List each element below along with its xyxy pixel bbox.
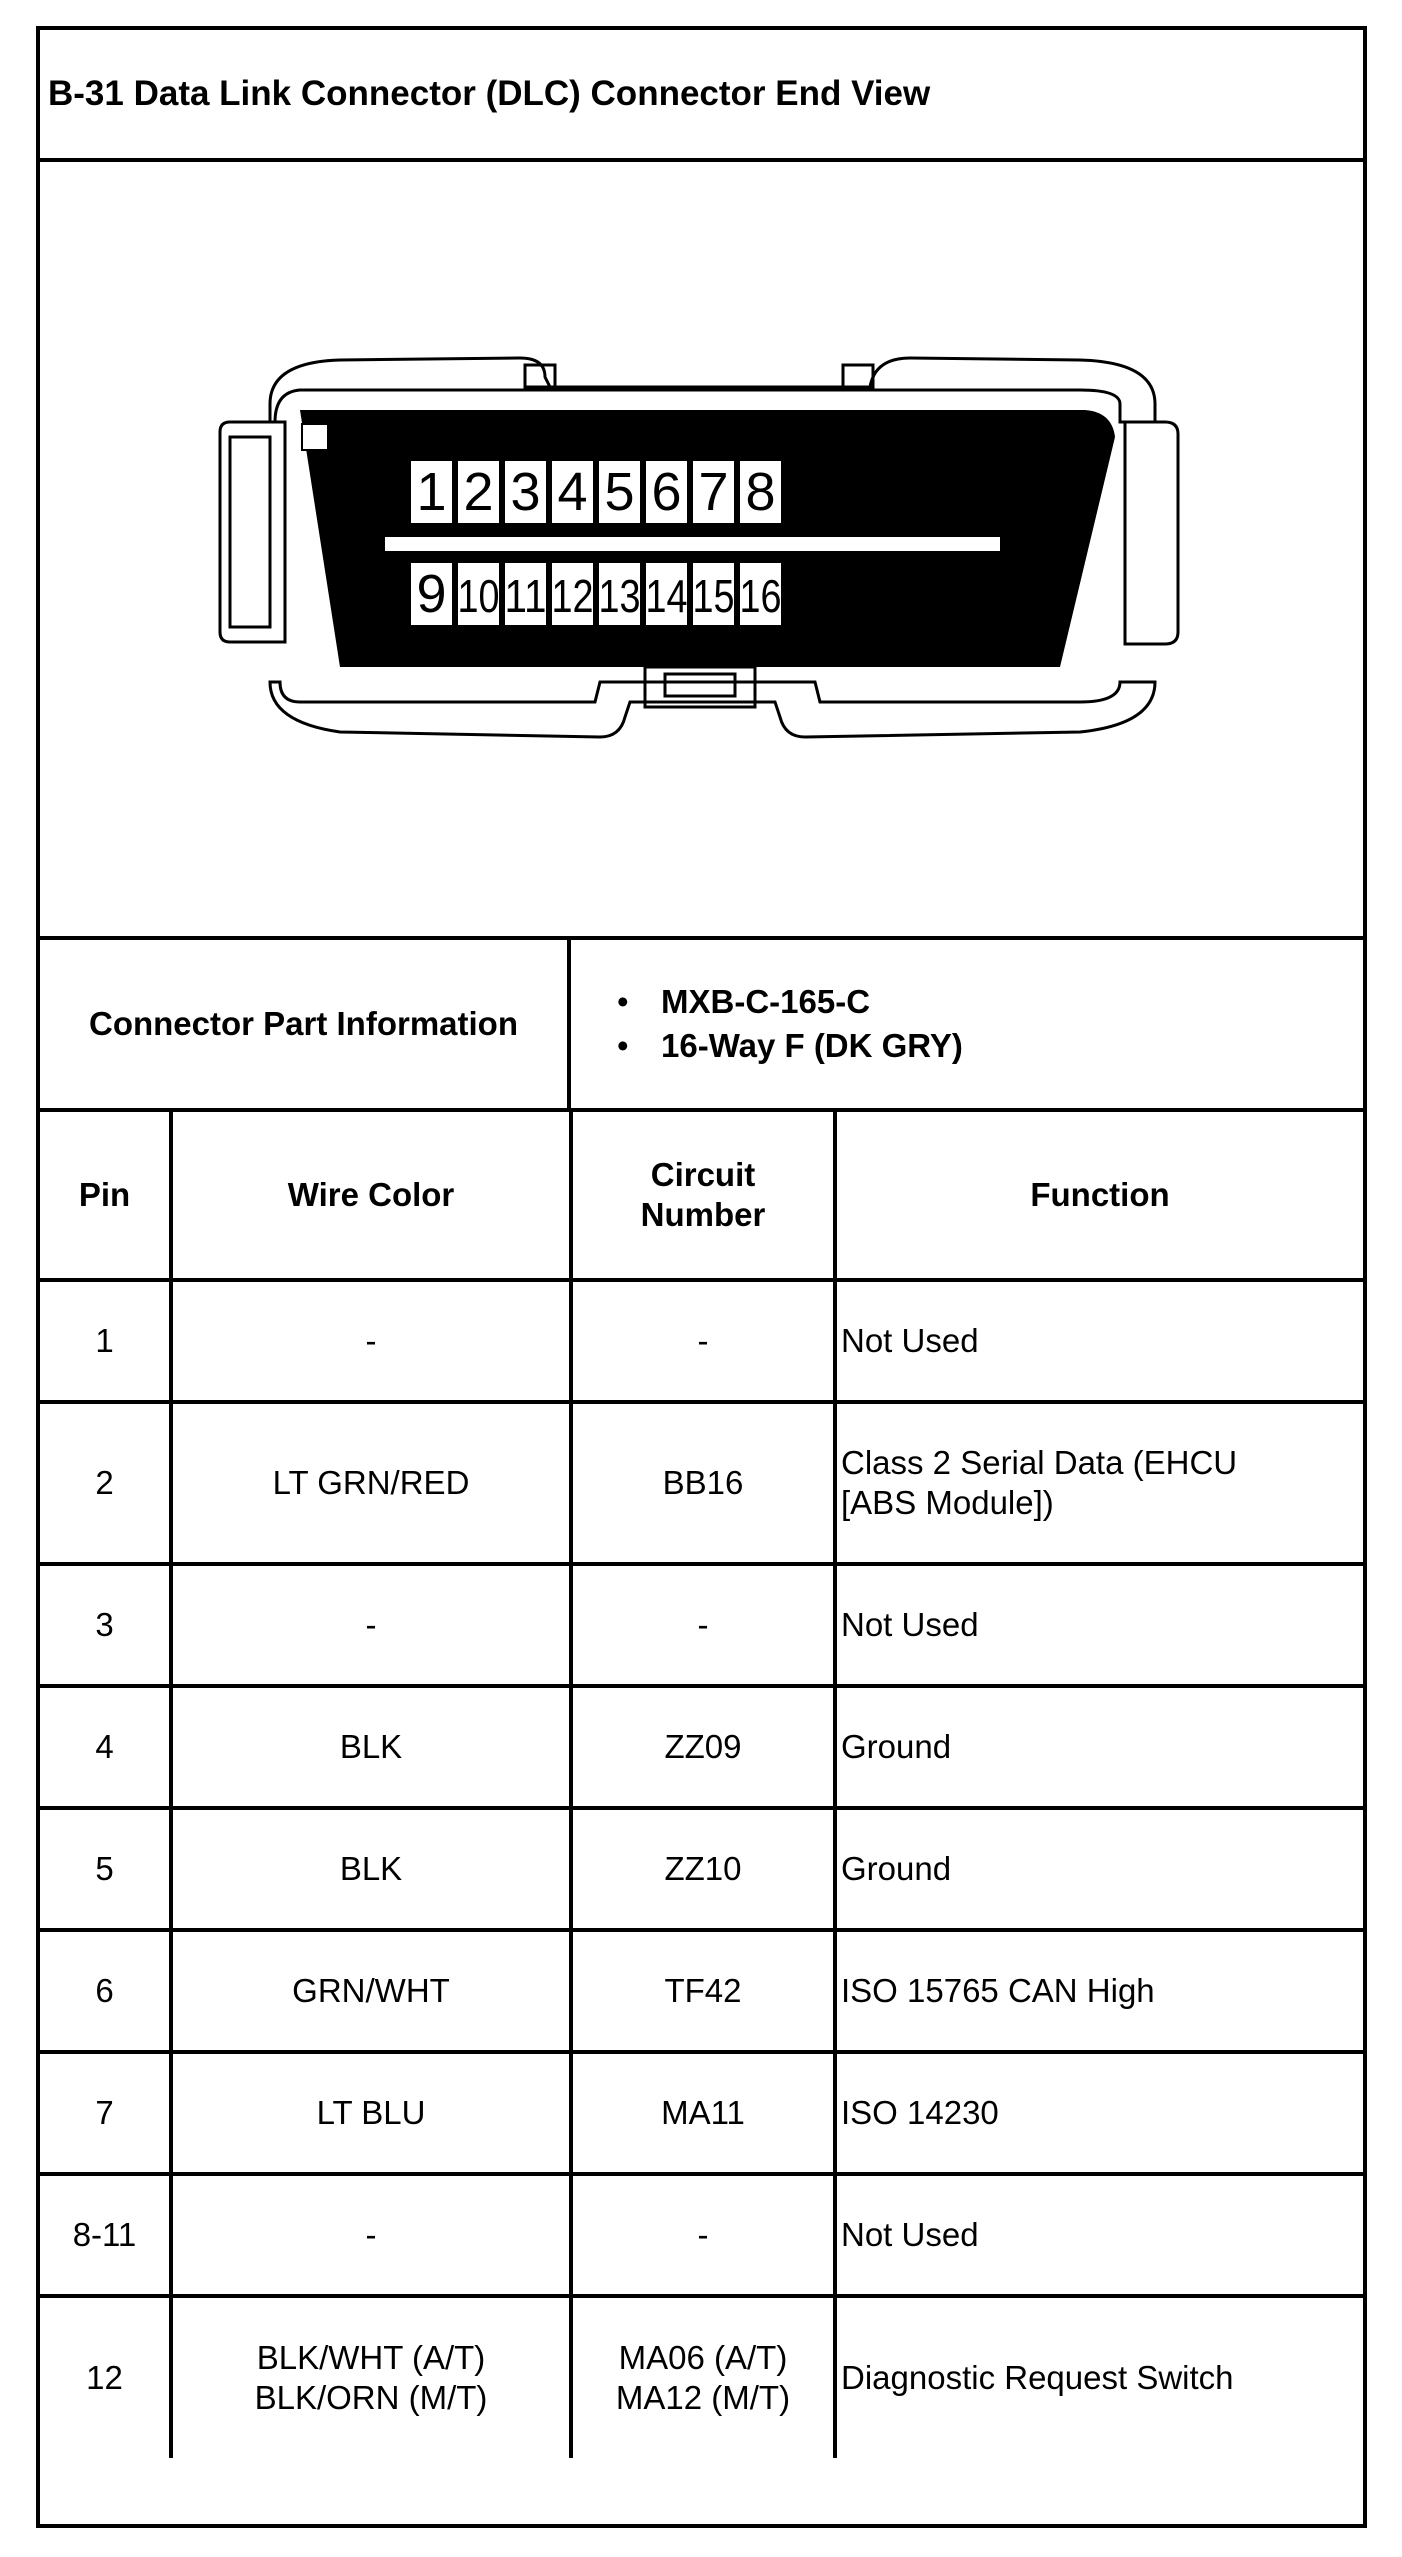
connector-diagram (40, 162, 1363, 940)
cell-circuit-number-line: TF42 (664, 1972, 742, 2009)
cell-function-line: ISO 15765 CAN High (841, 1972, 1155, 2009)
table-row (40, 1402, 1363, 1564)
pin-number-label: 2 (463, 462, 494, 522)
header-circuit-number (571, 1112, 835, 1280)
table-row (40, 2296, 1363, 2458)
header-circuit-line1: Circuit (650, 1156, 756, 1193)
pin-number-label: 10 (457, 570, 500, 622)
cell-wire-color (171, 1280, 571, 1402)
table-row (40, 1686, 1363, 1808)
pin1-marker (302, 424, 328, 450)
cell-function-line: Not Used (841, 1322, 979, 1359)
cell-pin (40, 1808, 171, 1930)
header-circuit-line2: Number (640, 1196, 766, 1233)
cell-circuit-number-line: - (697, 1322, 709, 1359)
cell-circuit-number-line: - (697, 2216, 709, 2253)
cell-wire-color-line: LT BLU (316, 2094, 426, 2131)
part-description: • 16-Way F (DK GRY) (661, 1024, 1363, 1068)
cell-pin-line: 6 (95, 1972, 114, 2009)
top-tab-left (525, 365, 555, 387)
pin-number-label: 9 (416, 564, 447, 624)
pin-number-label: 16 (739, 570, 782, 622)
cell-circuit-number-line: BB16 (662, 1464, 744, 1501)
pin-number-label: 11 (504, 570, 547, 622)
cell-wire-color-line: LT GRN/RED (272, 1464, 470, 1501)
cell-circuit-number (571, 1564, 835, 1686)
table-row (40, 2174, 1363, 2296)
cell-wire-color (171, 2296, 571, 2458)
cell-pin-line: 7 (95, 2094, 114, 2131)
cell-wire-color (171, 2174, 571, 2296)
cell-pin-line: 3 (95, 1606, 114, 1643)
cell-wire-color (171, 1402, 571, 1564)
row-separator (385, 537, 1000, 551)
cell-circuit-number (571, 1280, 835, 1402)
pin-number-label: 8 (745, 462, 776, 522)
cell-wire-color-line: BLK (339, 1850, 403, 1887)
cell-pin-line: 1 (95, 1322, 114, 1359)
pin-number-label: 4 (557, 462, 588, 522)
cell-function-line: Diagnostic Request Switch (841, 2359, 1234, 2396)
shroud-bottom-outline (270, 682, 1155, 737)
cell-function-line: Ground (841, 1728, 952, 1765)
pin-number-label: 5 (604, 462, 635, 522)
cell-function (835, 1280, 1363, 1402)
cell-circuit-number-line: MA12 (M/T) (615, 2379, 791, 2416)
cell-function (835, 1564, 1363, 1686)
cell-wire-color (171, 1808, 571, 1930)
cell-circuit-number (571, 1402, 835, 1564)
cell-pin-line: 12 (86, 2359, 123, 2396)
left-clip-notch (230, 437, 270, 627)
top-tab-right (843, 365, 873, 387)
cell-wire-color-line: - (365, 2216, 377, 2253)
cell-circuit-number-line: - (697, 1606, 709, 1643)
cell-function-line: ISO 14230 (841, 2094, 999, 2131)
header-wire-color: Wire Color (171, 1112, 571, 1280)
pin-table-header (40, 1112, 1363, 1280)
table-row (40, 1564, 1363, 1686)
header-function: Function (835, 1112, 1363, 1280)
cell-function-line: Not Used (841, 1606, 979, 1643)
cell-circuit-number (571, 1930, 835, 2052)
cell-pin-line: 5 (95, 1850, 114, 1887)
pin-number-label: 13 (598, 570, 641, 622)
pin-number-label: 7 (698, 462, 729, 522)
cell-pin (40, 2296, 171, 2458)
cell-pin-line: 2 (95, 1464, 114, 1501)
cell-function (835, 1402, 1363, 1564)
table-row (40, 1808, 1363, 1930)
cell-pin (40, 1280, 171, 1402)
cell-wire-color-line: BLK (339, 1728, 403, 1765)
cell-pin (40, 2174, 171, 2296)
pin-number-label: 6 (651, 462, 682, 522)
cell-wire-color (171, 1564, 571, 1686)
cell-pin-line: 8-11 (72, 2216, 137, 2253)
cell-pin (40, 1930, 171, 2052)
pin-number-label: 15 (692, 570, 735, 622)
cell-circuit-number-line: ZZ10 (664, 1850, 742, 1887)
cell-pin (40, 1564, 171, 1686)
part-info-label: Connector Part Information (40, 940, 571, 1108)
cell-circuit-number (571, 2052, 835, 2174)
connector-sheet (36, 26, 1367, 2528)
part-number: • MXB-C-165-C (661, 980, 1363, 1024)
cell-wire-color-line: BLK/WHT (A/T) (256, 2339, 486, 2376)
cell-circuit-number (571, 2296, 835, 2458)
cell-circuit-number-line: MA06 (A/T) (618, 2339, 788, 2376)
document-title (40, 30, 1363, 162)
cell-circuit-number (571, 2174, 835, 2296)
cell-pin (40, 1686, 171, 1808)
cell-circuit-number-line: ZZ09 (664, 1728, 742, 1765)
pin-number-label: 12 (551, 570, 594, 622)
pin-number-label: 1 (416, 462, 447, 522)
table-row (40, 2052, 1363, 2174)
cell-function (835, 2296, 1363, 2458)
cell-function (835, 1930, 1363, 2052)
cell-wire-color (171, 1686, 571, 1808)
cell-function-line: Not Used (841, 2216, 979, 2253)
cell-wire-color-line: BLK/ORN (M/T) (254, 2379, 488, 2416)
title-text: B-31 Data Link Connector (DLC) Connector End View (48, 74, 931, 113)
bottom-key-inner (665, 674, 735, 696)
cell-circuit-number-line: MA11 (661, 2094, 745, 2131)
cell-function (835, 1686, 1363, 1808)
pin-number-label: 14 (645, 570, 688, 622)
cell-function (835, 1808, 1363, 1930)
part-info-list (571, 940, 1363, 1108)
cell-pin (40, 1402, 171, 1564)
cell-wire-color (171, 1930, 571, 2052)
cell-pin-line: 4 (95, 1728, 114, 1765)
cell-wire-color (171, 2052, 571, 2174)
cell-function-line: [ABS Module]) (841, 1484, 1054, 1521)
cell-function-line: Ground (841, 1850, 952, 1887)
cell-circuit-number (571, 1686, 835, 1808)
cell-wire-color-line: GRN/WHT (292, 1972, 450, 2009)
header-pin: Pin (40, 1112, 171, 1280)
part-information-row (40, 940, 1363, 1112)
dlc-connector-end-view (40, 162, 1363, 936)
cell-pin (40, 2052, 171, 2174)
cell-wire-color-line: - (365, 1322, 377, 1359)
table-row (40, 1930, 1363, 2052)
pin-number-label: 3 (510, 462, 541, 522)
right-clip (1125, 422, 1178, 644)
pin-table (40, 1112, 1363, 2458)
cell-function-line: Class 2 Serial Data (EHCU (841, 1444, 1238, 1481)
cell-function (835, 2174, 1363, 2296)
cell-function (835, 2052, 1363, 2174)
table-row (40, 1280, 1363, 1402)
cell-circuit-number (571, 1808, 835, 1930)
cell-wire-color-line: - (365, 1606, 377, 1643)
